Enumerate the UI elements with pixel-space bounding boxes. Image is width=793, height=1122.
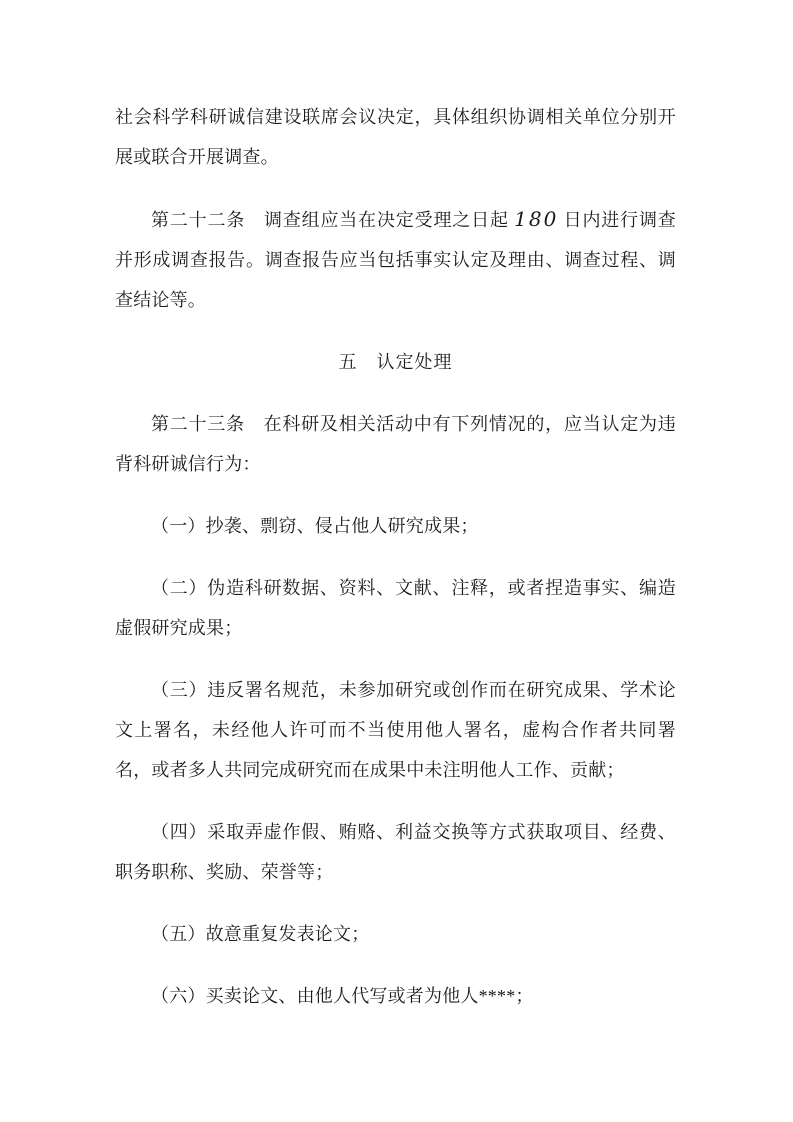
list-item-1: （一）抄袭、剽窃、侵占他人研究成果； [151, 516, 479, 536]
list-item-5: （五）故意重复发表论文； [151, 924, 370, 944]
list-item-4: （四）采取弄虚作假、贿赂、利益交换等方式获取项目、经费、职务职称、奖励、荣誉等； [115, 822, 676, 882]
section-heading-5: 五 认定处理 [338, 352, 453, 372]
article-22-text-suffix: 日内进行调查并形成调查报告。调查报告应当包括事实认定及理由、调查过程、调查结论等。 [115, 210, 676, 310]
article-22-text-prefix: 第二十二条 调查组应当在决定受理之日起 [151, 210, 515, 230]
paragraph-article-23-intro: 第二十三条 在科研及相关活动中有下列情况的，应当认定为违背科研诚信行为： [115, 414, 676, 474]
paragraph-article-22 [115, 199, 676, 320]
list-item-3: （三）违反署名规范，未参加研究或创作而在研究成果、学术论文上署名，未经他人许可而不当使用他人署名，虚构合作者共同署名，或者多人共同完成研究而在成果中未注明他人工作、贡献； [115, 680, 676, 780]
list-item-2: （二）伪造科研数据、资料、文献、注释，或者捏造事实、编造虚假研究成果； [115, 578, 676, 638]
paragraph-continuation: 社会科学科研诚信建设联席会议决定，具体组织协调相关单位分别开展或联合开展调查。 [115, 107, 676, 167]
list-item-6: （六）买卖论文、由他人代写或者为他人****； [151, 986, 534, 1006]
article-22-days-number: 180 [514, 207, 559, 231]
